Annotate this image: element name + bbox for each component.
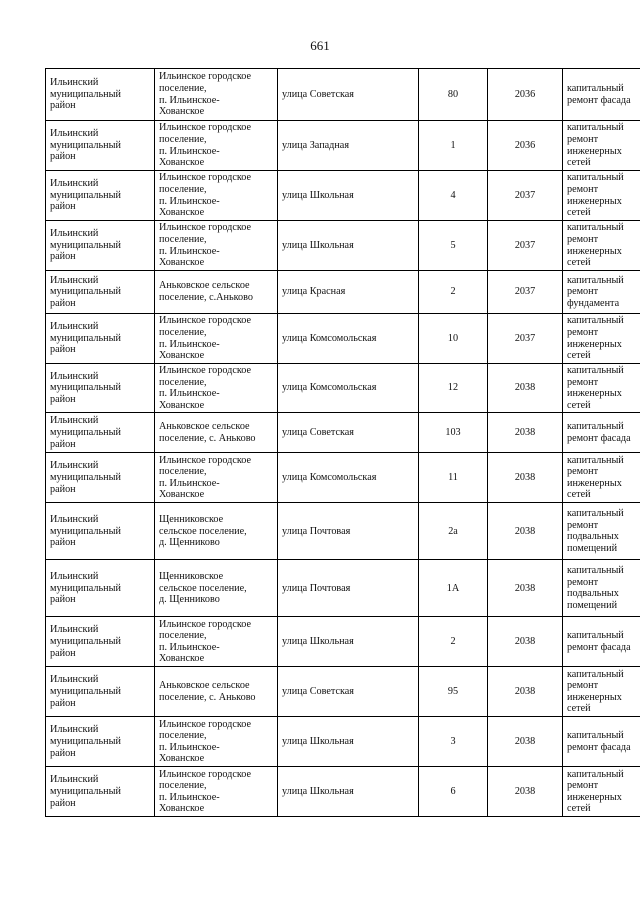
year-cell: 2038 [488,717,563,767]
settlement-cell-line: поселение, [159,183,207,195]
work-type-cell [563,717,640,767]
settlement-cell-line: п. Ильинское- [159,477,220,489]
settlement-cell [155,667,278,717]
year-cell: 2038 [488,667,563,717]
settlement-cell-line: Щенниковское [159,570,224,582]
house-number-cell: 4 [419,171,488,221]
district-cell [46,560,155,617]
work-type-cell-line: капитальный [567,768,624,780]
work-type-cell-line: сетей [567,350,591,362]
street-cell: улица Школьная [278,171,419,221]
house-number-cell: 1 [419,121,488,171]
settlement-cell-line: поселение, с. Аньково [159,432,256,444]
registry-table [45,68,640,817]
street-cell: улица Советская [278,667,419,717]
settlement-cell [155,171,278,221]
work-type-cell [563,271,640,314]
settlement-cell-line: Хованское [159,157,205,169]
district-cell-line: район [50,697,76,709]
district-cell-line: муниципальный [50,189,121,201]
settlement-cell-line: Ильинское городское [159,222,252,234]
settlement-cell-line: Хованское [159,753,205,765]
settlement-cell-line: п. Ильинское- [159,388,220,400]
district-cell-line: район [50,344,76,356]
work-type-cell-line: сетей [567,257,591,269]
work-type-cell-line: ремонт [567,183,599,195]
settlement-cell-line: Ильинское городское [159,768,252,780]
street-cell: улица Советская [278,69,419,121]
work-type-cell-line: инженерных [567,195,622,207]
settlement-cell-line: Хованское [159,257,205,269]
district-cell-line: Ильинский [50,415,99,427]
district-cell-line: Ильинский [50,128,99,140]
district-cell-line: муниципальный [50,332,121,344]
year-cell: 2038 [488,453,563,503]
work-type-cell [563,503,640,560]
street-cell: улица Красная [278,271,419,314]
settlement-cell-line: п. Ильинское- [159,741,220,753]
settlement-cell-line: поселение, [159,730,207,742]
work-type-cell-line: капитальный [567,454,624,466]
street-cell: улица Почтовая [278,560,419,617]
work-type-cell-line: капитальный [567,222,624,234]
year-cell: 2037 [488,171,563,221]
work-type-cell-line: помещений [567,599,618,611]
work-type-cell-line: ремонт [567,233,599,245]
settlement-cell-line: Аньковское сельское [159,280,250,292]
settlement-cell [155,413,278,453]
settlement-cell [155,560,278,617]
work-type-cell-line: помещений [567,542,618,554]
street-cell: улица Почтовая [278,503,419,560]
street-cell: улица Комсомольская [278,453,419,503]
district-cell-line: муниципальный [50,286,121,298]
settlement-cell-line: поселение, [159,326,207,338]
registry-body [46,69,640,817]
settlement-cell-line: Щенниковское [159,513,224,525]
district-cell-line: район [50,483,76,495]
settlement-cell [155,314,278,364]
work-type-cell-line: инженерных [567,245,622,257]
table-row [46,271,640,314]
district-cell-line: муниципальный [50,427,121,439]
work-type-cell-line: ремонт [567,780,599,792]
work-type-cell-line: ремонт [567,133,599,145]
table-row [46,767,640,817]
year-cell: 2038 [488,503,563,560]
settlement-cell-line: Ильинское городское [159,71,252,83]
work-type-cell-line: инженерных [567,338,622,350]
table-row [46,667,640,717]
district-cell [46,453,155,503]
settlement-cell-line: Ильинское городское [159,122,252,134]
house-number-cell: 2 [419,617,488,667]
district-cell-line: район [50,438,76,450]
work-type-cell-line: ремонт фасада [567,741,631,753]
settlement-cell-line: Ильинское городское [159,365,252,376]
settlement-cell-line: Хованское [159,399,205,411]
district-cell-line: район [50,797,76,809]
district-cell-line: Ильинский [50,460,99,472]
settlement-cell-line: Ильинское городское [159,618,252,630]
district-cell-line: Ильинский [50,674,99,686]
work-type-cell-line: подвальных [567,588,619,600]
work-type-cell-line: ремонт [567,680,599,692]
house-number-cell: 5 [419,221,488,271]
work-type-cell-line: инженерных [567,388,622,400]
table-row [46,221,640,271]
work-type-cell-line: сетей [567,399,591,411]
street-cell: улица Школьная [278,717,419,767]
work-type-cell-line: ремонт фасада [567,641,631,653]
year-cell: 2038 [488,560,563,617]
work-type-cell [563,364,640,413]
settlement-cell-line: Хованское [159,489,205,501]
house-number-cell: 11 [419,453,488,503]
district-cell-line: муниципальный [50,786,121,798]
settlement-cell-line: Хованское [159,350,205,362]
settlement-cell-line: п. Ильинское- [159,195,220,207]
table-row [46,314,640,364]
district-cell [46,314,155,364]
year-cell: 2037 [488,221,563,271]
house-number-cell: 1А [419,560,488,617]
street-cell: улица Школьная [278,767,419,817]
district-cell [46,413,155,453]
table-row [46,617,640,667]
street-cell: улица Комсомольская [278,314,419,364]
settlement-cell-line: поселение, [159,233,207,245]
district-cell-line: Ильинский [50,513,99,525]
settlement-cell-line: п. Ильинское- [159,641,220,653]
settlement-cell-line: поселение, [159,630,207,642]
settlement-cell-line: поселение, с. Аньково [159,691,256,703]
settlement-cell-line: Хованское [159,207,205,219]
district-cell [46,617,155,667]
settlement-cell-line: Ильинское городское [159,718,252,730]
settlement-cell-line: поселение, с.Аньково [159,292,253,303]
work-type-cell-line: фундамента [567,297,620,309]
year-cell: 2037 [488,271,563,314]
settlement-cell-line: Аньковское сельское [159,680,250,692]
work-type-cell-line: ремонт [567,376,599,388]
settlement-cell-line: Хованское [159,106,205,118]
work-type-cell-line: капитальный [567,508,624,520]
table-row [46,121,640,171]
settlement-cell-line: д. Щенниково [159,594,220,606]
table-row [46,503,640,560]
street-cell: улица Школьная [278,617,419,667]
settlement-cell-line: п. Ильинское- [159,94,220,106]
settlement-cell [155,271,278,314]
settlement-cell [155,364,278,413]
work-type-cell-line: сетей [567,207,591,219]
house-number-cell: 10 [419,314,488,364]
settlement-cell-line: поселение, [159,133,207,145]
settlement-cell [155,617,278,667]
work-type-cell [563,560,640,617]
work-type-cell-line: капитальный [567,315,624,327]
district-cell [46,221,155,271]
settlement-cell-line: п. Ильинское- [159,245,220,257]
district-cell-line: Ильинский [50,624,99,636]
district-cell-line: Ильинский [50,774,99,786]
settlement-cell [155,717,278,767]
work-type-cell-line: ремонт [567,519,599,531]
district-cell [46,667,155,717]
house-number-cell: 80 [419,69,488,121]
table-row [46,69,640,121]
table-row [46,364,640,413]
work-type-cell [563,413,640,453]
year-cell: 2036 [488,121,563,171]
district-cell-line: Ильинский [50,274,99,286]
work-type-cell-line: ремонт фасада [567,94,631,106]
work-type-cell-line: инженерных [567,791,622,803]
district-cell [46,717,155,767]
settlement-cell [155,767,278,817]
settlement-cell-line: сельское поселение, [159,525,247,537]
district-cell-line: район [50,201,76,213]
district-cell [46,271,155,314]
district-cell-line: район [50,297,76,309]
district-cell-line: район [50,100,76,112]
settlement-cell [155,121,278,171]
year-cell: 2036 [488,69,563,121]
work-type-cell-line: сетей [567,157,591,169]
settlement-cell-line: Ильинское городское [159,315,252,327]
page-number: 661 [310,38,330,53]
year-cell: 2038 [488,413,563,453]
table-row [46,171,640,221]
district-cell-line: муниципальный [50,239,121,251]
work-type-cell-line: капитальный [567,668,624,680]
work-type-cell-line: сетей [567,803,591,815]
settlement-cell-line: сельское поселение, [159,582,247,594]
work-type-cell-line: ремонт [567,466,599,478]
district-cell [46,767,155,817]
work-type-cell [563,221,640,271]
district-cell-line: муниципальный [50,525,121,537]
district-cell-line: Ильинский [50,228,99,240]
work-type-cell-line: капитальный [567,630,624,642]
district-cell-line: Ильинский [50,724,99,736]
district-cell [46,121,155,171]
work-type-cell-line: ремонт [567,576,599,588]
work-type-cell-line: сетей [567,703,591,715]
district-cell-line: Ильинский [50,77,99,89]
district-cell-line: Ильинский [50,178,99,190]
settlement-cell-line: д. Щенниково [159,537,220,549]
work-type-cell-line: капитальный [567,730,624,742]
district-cell-line: район [50,537,76,549]
work-type-cell [563,667,640,717]
work-type-cell [563,767,640,817]
settlement-cell [155,69,278,121]
district-cell-line: район [50,594,76,606]
district-cell-line: муниципальный [50,636,121,648]
house-number-cell: 103 [419,413,488,453]
district-cell [46,503,155,560]
house-number-cell: 2 [419,271,488,314]
year-cell: 2038 [488,364,563,413]
settlement-cell-line: поселение, [159,780,207,792]
year-cell: 2038 [488,617,563,667]
house-number-cell: 12 [419,364,488,413]
year-cell: 2037 [488,314,563,364]
work-type-cell-line: ремонт [567,326,599,338]
district-cell [46,364,155,413]
settlement-cell-line: Ильинское городское [159,172,252,184]
work-type-cell-line: ремонт фасада [567,432,631,444]
district-cell [46,171,155,221]
settlement-cell [155,221,278,271]
district-cell-line: муниципальный [50,736,121,748]
table-row [46,413,640,453]
settlement-cell-line: поселение, [159,82,207,94]
district-cell-line: муниципальный [50,139,121,151]
district-cell-line: муниципальный [50,582,121,594]
settlement-cell-line: Аньковское сельское [159,421,250,433]
district-cell-line: район [50,393,76,405]
work-type-cell [563,121,640,171]
district-cell-line: Ильинский [50,321,99,333]
district-cell-line: Ильинский [50,570,99,582]
work-type-cell-line: капитальный [567,365,624,376]
district-cell-line: муниципальный [50,686,121,698]
settlement-cell [155,453,278,503]
district-cell-line: район [50,151,76,163]
street-cell: улица Комсомольская [278,364,419,413]
district-cell [46,69,155,121]
district-cell-line: район [50,647,76,659]
work-type-cell [563,314,640,364]
work-type-cell-line: ремонт [567,286,599,298]
work-type-cell [563,453,640,503]
house-number-cell: 95 [419,667,488,717]
work-type-cell [563,617,640,667]
street-cell: улица Западная [278,121,419,171]
settlement-cell-line: п. Ильинское- [159,791,220,803]
table-row [46,560,640,617]
district-cell-line: муниципальный [50,472,121,484]
settlement-cell-line: Хованское [159,803,205,815]
settlement-cell-line: п. Ильинское- [159,145,220,157]
work-type-cell-line: капитальный [567,122,624,134]
work-type-cell-line: капитальный [567,421,624,433]
work-type-cell [563,69,640,121]
work-type-cell-line: капитальный [567,274,624,286]
work-type-cell-line: капитальный [567,565,624,577]
settlement-cell-line: Ильинское городское [159,454,252,466]
work-type-cell-line: капитальный [567,172,624,184]
district-cell-line: муниципальный [50,88,121,100]
house-number-cell: 2а [419,503,488,560]
work-type-cell-line: инженерных [567,691,622,703]
settlement-cell-line: поселение, [159,466,207,478]
work-type-cell-line: капитальный [567,82,624,94]
table-row [46,453,640,503]
work-type-cell-line: инженерных [567,477,622,489]
street-cell: улица Советская [278,413,419,453]
work-type-cell-line: инженерных [567,145,622,157]
table-row [46,717,640,767]
district-cell-line: муниципальный [50,382,121,394]
settlement-cell [155,503,278,560]
district-cell-line: район [50,251,76,263]
work-type-cell-line: сетей [567,489,591,501]
district-cell-line: район [50,747,76,759]
house-number-cell: 6 [419,767,488,817]
work-type-cell-line: подвальных [567,531,619,543]
settlement-cell-line: п. Ильинское- [159,338,220,350]
year-cell: 2038 [488,767,563,817]
work-type-cell [563,171,640,221]
district-cell-line: Ильинский [50,370,99,382]
settlement-cell-line: Хованское [159,653,205,665]
settlement-cell-line: поселение, [159,376,207,388]
house-number-cell: 3 [419,717,488,767]
street-cell: улица Школьная [278,221,419,271]
